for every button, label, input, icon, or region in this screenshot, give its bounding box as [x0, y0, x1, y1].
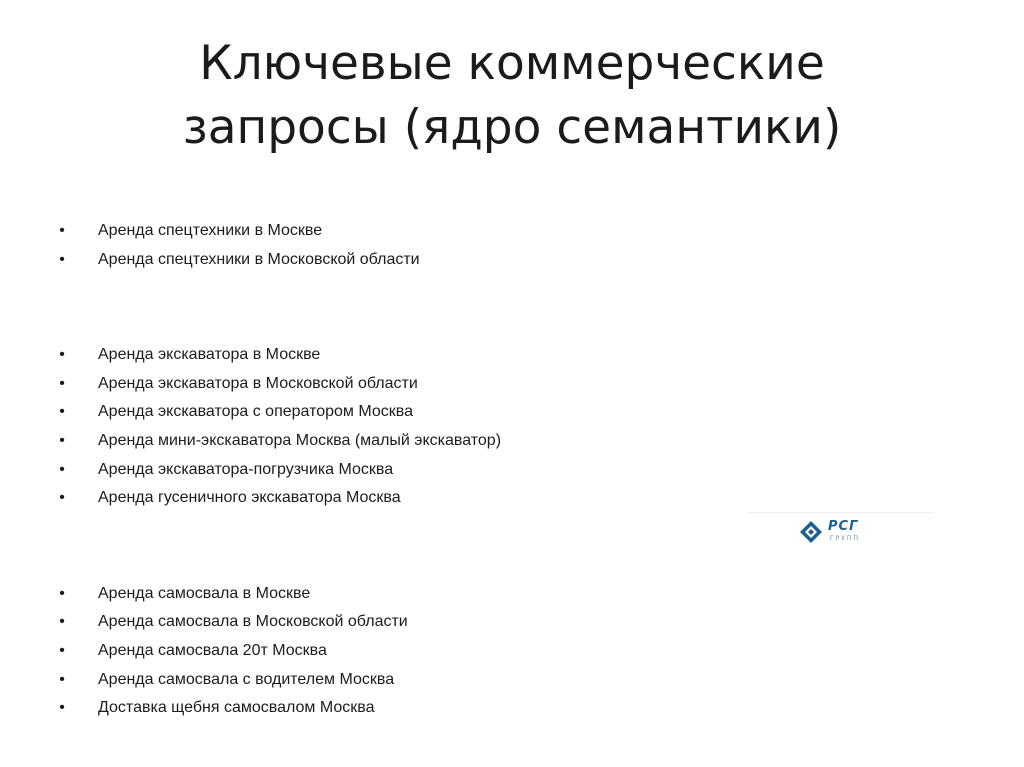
slide-title-line-1: Ключевые коммерческие [199, 36, 825, 91]
logo-diamond-icon [800, 521, 822, 543]
list-item-text: Аренда самосвала в Москве [98, 585, 311, 602]
bullet-icon: • [59, 375, 65, 392]
list-item-text: Доставка щебня самосвалом Москва [98, 699, 375, 716]
slide-title [0, 32, 1024, 160]
logo-subtitle: ГРУПП [830, 535, 860, 542]
bullet-icon: • [59, 403, 65, 420]
list-item-text: Аренда самосвала в Московской области [98, 613, 408, 630]
list-item-text: Аренда экскаватора-погрузчика Москва [98, 461, 394, 478]
bullet-icon: • [59, 222, 65, 239]
list-item-text: Аренда гусеничного экскаватора Москва [98, 489, 401, 506]
bullet-icon: • [59, 432, 65, 449]
bullet-icon: • [59, 461, 65, 478]
list-item-text: Аренда экскаватора с оператором Москва [98, 403, 413, 420]
bullet-icon: • [59, 489, 65, 506]
company-logo [748, 512, 934, 549]
bullet-icon: • [59, 251, 65, 268]
list-item-text: Аренда самосвала с водителем Москва [98, 671, 395, 688]
list-item-text: Аренда экскаватора в Московской области [98, 375, 418, 392]
list-item-text: Аренда спецтехники в Московской области [98, 251, 420, 268]
bullet-icon: • [59, 585, 65, 602]
bullet-icon: • [59, 346, 65, 363]
list-item-text: Аренда мини-экскаватора Москва (малый экскаватор) [98, 432, 502, 449]
list-item-text: Аренда спецтехники в Москве [98, 222, 323, 239]
slide-title-line-2: запросы (ядро семантики) [182, 100, 842, 155]
list-item-text: Аренда самосвала 20т Москва [98, 642, 327, 659]
list-item-text: Аренда экскаватора в Москве [98, 346, 321, 363]
bullet-icon: • [59, 699, 65, 716]
bullet-icon: • [59, 671, 65, 688]
logo-wordmark: РСГ [828, 519, 859, 534]
bullet-icon: • [59, 642, 65, 659]
bullet-icon: • [59, 613, 65, 630]
